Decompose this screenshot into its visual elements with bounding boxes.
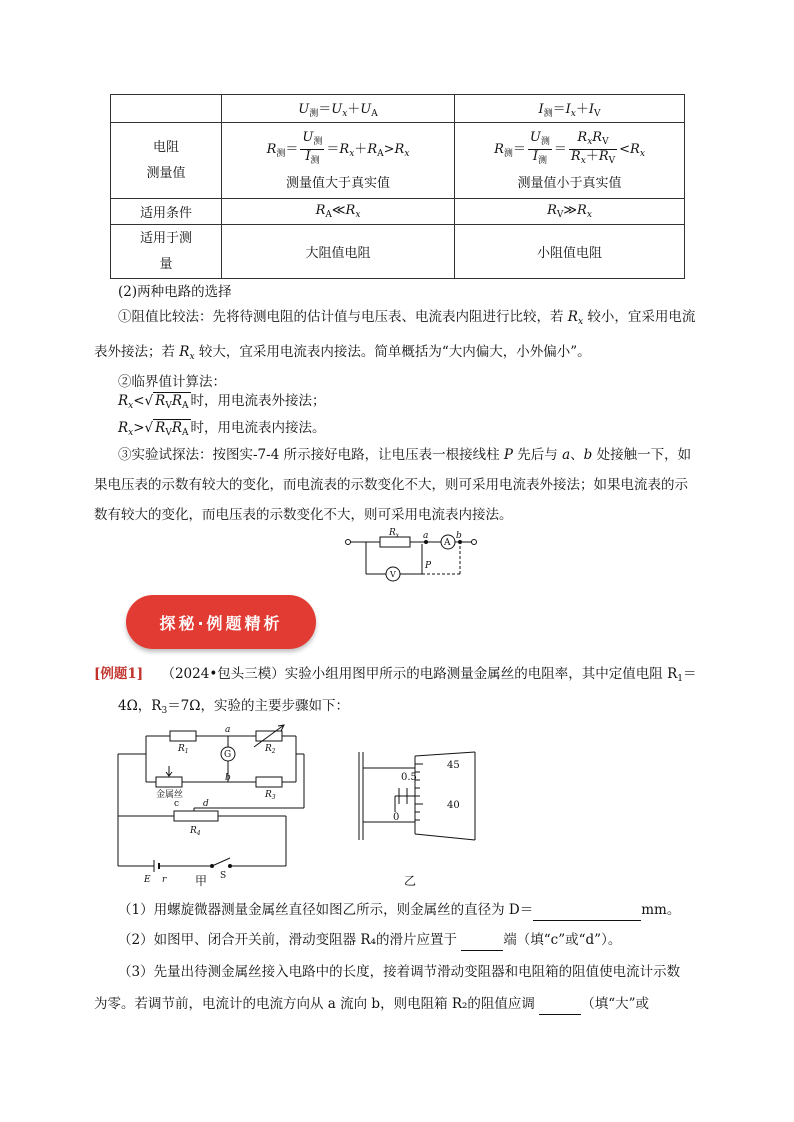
example-intro-2: 4Ω，$R_3=7\Omega$，实验的主要步骤如下： [118, 698, 349, 716]
critical-condition-inner: $R_x>√$ $R_VR_A$ 时，用电流表内接法。 [118, 420, 326, 438]
micrometer-diagram [355, 748, 485, 848]
example-tag: [例题1] [94, 666, 144, 682]
paragraph-trial-method: ③实验试探法：按图实-7-4 所示接好电路，让电压表一根接线柱 P 先后与 a、b 处接触一下，如果电压表的示数有较大的变化，而电流表的示数变化不大，则可采用电流表外接法；如果电流表的示数有较大的变化，而电压表的示数变化不大，则可采用电流表内接法。 [94, 447, 692, 523]
answer-blank-1[interactable] [533, 900, 641, 921]
label-wire: 金属丝 [156, 790, 184, 800]
row-label: 电阻 [152, 139, 179, 155]
label-s: S [220, 871, 227, 881]
row-label: 测量值 [146, 165, 186, 181]
label-p: P [425, 561, 432, 571]
label-rx: $R_x$ [389, 528, 400, 539]
example-intro: [例题1] （2024•包头三模）实验小组用图甲所示的电路测量金属丝的电阻率，其中定值电阻 $R_1=$ [94, 666, 697, 684]
question-3: （3）先量出待测金属丝接入电路中的长度，接着调节滑动变阻器和电阻箱的阻值使电流计示数 [118, 964, 681, 980]
table-cell [455, 123, 685, 199]
formula-inner-connection: $R_测=$ $\frac{U_测}{I_测}$ $=R_x+R_A>R_x$ [266, 129, 410, 166]
figure-caption-yi: 乙 [404, 874, 417, 888]
table-cell: $R_V≫R_x$ [455, 199, 685, 225]
table-cell [111, 123, 222, 199]
comparison-table [110, 94, 685, 279]
table-cell: $I_测=I_x+I_V$ [455, 95, 685, 123]
answer-blank-3[interactable] [539, 994, 581, 1015]
paragraph-ratio-method: ①阻值比较法：先将待测电阻的估计值与电压表、电流表内阻进行比较，若 $R_x$ 较小，宜采用电流表外接法；若 $R_x$ 较大，宜采用电流表内接法。简单概括为“大内偏大，小外偏小”。 [94, 309, 696, 362]
label-node-a: a [225, 725, 231, 735]
table-row [111, 123, 685, 199]
cell-note: 测量值小于真实值 [517, 175, 622, 191]
question-1: （1）用螺旋微器测量金属丝直径如图乙所示，则金属丝的直径为 D＝ mm。 [118, 900, 728, 921]
label-b: b [456, 531, 462, 541]
micrometer-label-0.5: 0.5 [401, 772, 417, 783]
table-cell: $R_A≪R_x$ [222, 199, 455, 225]
cell-note: 测量值大于真实值 [285, 175, 390, 191]
label-r4: $R_4$ [190, 826, 201, 837]
question-2: （2）如图甲、闭合开关前，滑动变阻器 R₄的滑片应置于 端（填“c”或“d”）。 [118, 930, 728, 951]
row-label: 适用于测 [139, 230, 192, 246]
galvanometer-label: G [224, 750, 232, 760]
section-badge: 探秘·例题精析 [126, 595, 316, 649]
figure-caption-jia: 甲 [195, 874, 208, 888]
table-cell [111, 225, 222, 279]
label-c: c [174, 799, 180, 809]
table-cell: 小阻值电阻 [455, 225, 685, 279]
answer-blank-2[interactable] [461, 930, 503, 951]
table-row [111, 95, 685, 123]
micrometer-label-0: 0 [393, 812, 400, 823]
critical-condition-outer: $R_x<√$ $R_VR_A$ 时，用电流表外接法； [118, 393, 326, 411]
label-r2: $R_2$ [265, 744, 276, 755]
paragraph-critical-method: ②临界值计算法： [118, 374, 226, 390]
voltmeter-label: V [390, 570, 396, 579]
label-d: d [203, 799, 209, 809]
label-r1: $R_1$ [178, 744, 189, 755]
circuit-diagram-jia [108, 722, 308, 888]
table-cell [222, 123, 455, 199]
ammeter-label: A [444, 538, 451, 548]
row-label: 量 [159, 256, 173, 272]
label-r3: $R_3$ [265, 790, 276, 801]
label-node-b: b [225, 773, 231, 783]
table-cell: 大阻值电阻 [222, 225, 455, 279]
label-r: r [162, 875, 167, 885]
row-label: 适用条件 [111, 199, 222, 225]
table-cell [111, 95, 222, 123]
table-row [111, 225, 685, 279]
table-row [111, 199, 685, 225]
label-a: a [423, 531, 429, 541]
label-e: E [144, 875, 151, 885]
formula-outer-connection: $R_测=$ $\frac{U_测}{I_测}$ ＝ $\frac{R_xR_V}{R_x+R_V}$ $<R_x$ [494, 129, 645, 166]
trial-circuit-diagram [340, 526, 480, 586]
micrometer-label-45: 45 [447, 760, 460, 771]
micrometer-label-40: 40 [447, 800, 460, 811]
question-3-cont: 为零。若调节前，电流计的电流方向从 a 流向 b，则电阻箱 R₂的阻值应调 （填“大”或 [94, 994, 704, 1015]
section-heading: (2)两种电路的选择 [118, 284, 232, 300]
table-cell: $U_测=U_x+U_A$ [222, 95, 455, 123]
